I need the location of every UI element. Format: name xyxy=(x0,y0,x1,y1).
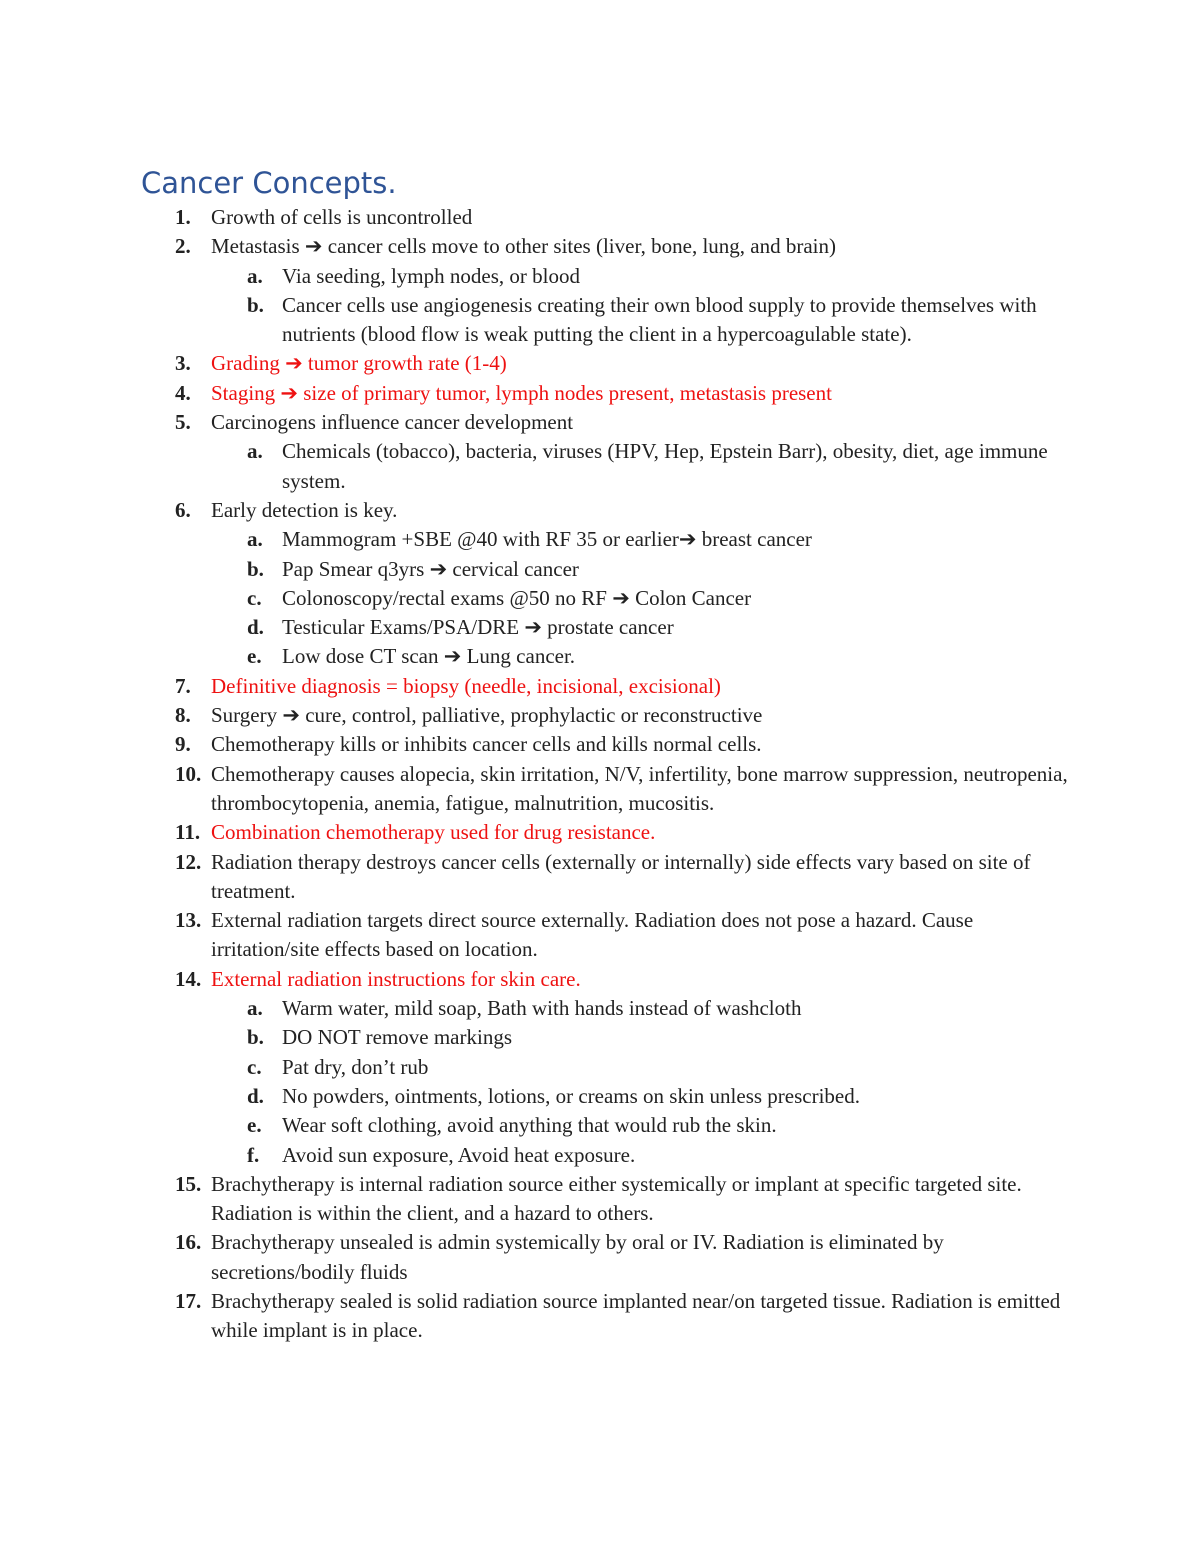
sub-item-text: Colonoscopy/rectal exams @50 no RF ➔ Colon Cancer xyxy=(282,585,752,610)
list-item xyxy=(0,232,1071,349)
sub-item-letter: f. xyxy=(247,1142,260,1167)
item-number: 9. xyxy=(175,732,191,757)
item-number: 15. xyxy=(175,1171,202,1196)
sub-item-text: Mammogram +SBE @40 with RF 35 or earlier➔ breast cancer xyxy=(282,527,812,552)
item-number: 16. xyxy=(175,1230,202,1255)
sub-item-text: DO NOT remove markings xyxy=(282,1025,512,1050)
list-item xyxy=(0,408,1071,496)
item-text: Grading ➔ tumor growth rate (1-4) xyxy=(211,351,507,376)
item-text: Combination chemotherapy used for drug resistance. xyxy=(211,820,656,845)
sub-item-text: Pat dry, don’t rub xyxy=(282,1054,429,1079)
item-text: Staging ➔ size of primary tumor, lymph nodes present, metastasis present xyxy=(211,380,832,405)
sub-list-item xyxy=(211,525,1071,554)
sub-list-item xyxy=(211,584,1071,613)
list-item-highlighted xyxy=(0,379,1071,408)
list-item xyxy=(0,760,1071,819)
item-number: 1. xyxy=(175,205,191,229)
item-text: Radiation therapy destroys cancer cells (externally or internally) side effects vary based on site of treatment. xyxy=(211,849,1031,903)
sub-item-letter: a. xyxy=(247,527,263,552)
sub-item-text: Warm water, mild soap, Bath with hands instead of washcloth xyxy=(282,996,802,1021)
sub-list-item xyxy=(211,1111,1071,1140)
item-number: 11. xyxy=(175,820,201,845)
item-number: 5. xyxy=(175,410,191,435)
item-number: 17. xyxy=(175,1288,202,1313)
document-title: Cancer Concepts. xyxy=(141,166,397,200)
sub-item-letter: b. xyxy=(247,556,264,581)
item-text: Brachytherapy sealed is solid radiation source implanted near/on targeted tissue. Radiation is emitted while implant is in place. xyxy=(211,1288,1061,1343)
item-number: 8. xyxy=(175,703,191,728)
item-text: External radiation instructions for skin care. xyxy=(211,966,581,991)
list-item xyxy=(0,1287,1071,1346)
item-text: Chemotherapy kills or inhibits cancer cells and kills normal cells. xyxy=(211,732,762,757)
sub-list-item xyxy=(211,1023,1071,1052)
sub-list xyxy=(211,437,1071,496)
item-number: 7. xyxy=(175,673,191,698)
sub-item-text: Cancer cells use angiogenesis creating their own blood supply to provide themselves with nutrients (blood flow is weak putting the client in a hypercoagulable state). xyxy=(282,292,1037,347)
sub-item-letter: d. xyxy=(247,615,264,640)
sub-item-letter: c. xyxy=(247,1054,262,1079)
sub-list-item xyxy=(211,262,1071,291)
item-number: 13. xyxy=(175,908,202,933)
item-text: Chemotherapy causes alopecia, skin irritation, N/V, infertility, bone marrow suppression, neutropenia, thrombocytopenia, anemia, fatigue, malnutrition, mucositis. xyxy=(211,761,1068,815)
sub-list-item xyxy=(211,642,1071,671)
sub-list-item xyxy=(211,1053,1071,1082)
item-text: Early detection is key. xyxy=(211,497,398,522)
sub-item-text: Avoid sun exposure, Avoid heat exposure. xyxy=(282,1142,636,1167)
sub-list xyxy=(211,525,1071,671)
sub-list-item xyxy=(211,291,1071,350)
list-item-highlighted xyxy=(0,965,1071,1170)
sub-item-letter: e. xyxy=(247,644,262,669)
item-number: 14. xyxy=(175,966,202,991)
item-text: External radiation targets direct source externally. Radiation does not pose a hazard. Cause irritation/site effects based on location. xyxy=(211,908,974,962)
sub-list-item xyxy=(211,1082,1071,1111)
item-text: Brachytherapy is internal radiation source either systemically or implant at specific targeted site. Radiation is within the client, and a hazard to others. xyxy=(211,1171,1022,1226)
item-number: 6. xyxy=(175,497,191,522)
sub-item-letter: c. xyxy=(247,585,262,610)
sub-item-letter: a. xyxy=(247,439,263,464)
sub-item-letter: a. xyxy=(247,263,263,288)
list-item xyxy=(0,730,1071,759)
item-text: Brachytherapy unsealed is admin systemically by oral or IV. Radiation is eliminated by secretions/bodily fluids xyxy=(211,1230,944,1284)
list-item-highlighted xyxy=(0,672,1071,701)
sub-item-letter: a. xyxy=(247,996,263,1021)
list-item xyxy=(0,496,1071,672)
sub-item-letter: d. xyxy=(247,1083,264,1108)
sub-list-item xyxy=(211,1141,1071,1170)
item-number: 3. xyxy=(175,351,191,376)
sub-item-text: No powders, ointments, lotions, or creams on skin unless prescribed. xyxy=(282,1083,860,1108)
list-item xyxy=(0,848,1071,907)
sub-item-text: Pap Smear q3yrs ➔ cervical cancer xyxy=(282,556,579,581)
list-item xyxy=(0,906,1071,965)
sub-item-text: Via seeding, lymph nodes, or blood xyxy=(282,263,580,288)
item-number: 4. xyxy=(175,380,191,405)
list-item-highlighted xyxy=(0,818,1071,847)
sub-list xyxy=(211,262,1071,350)
sub-item-letter: e. xyxy=(247,1113,262,1138)
sub-item-letter: b. xyxy=(247,1025,264,1050)
sub-item-text: Testicular Exams/PSA/DRE ➔ prostate cancer xyxy=(282,615,674,640)
sub-list xyxy=(211,994,1071,1170)
sub-list-item xyxy=(211,613,1071,642)
list-item xyxy=(0,701,1071,730)
sub-item-text: Chemicals (tobacco), bacteria, viruses (HPV, Hep, Epstein Barr), obesity, diet, age immune system. xyxy=(282,439,1048,493)
sub-item-text: Low dose CT scan ➔ Lung cancer. xyxy=(282,644,576,669)
item-number: 2. xyxy=(175,234,191,259)
list-item xyxy=(0,203,1071,232)
item-text: Definitive diagnosis = biopsy (needle, incisional, excisional) xyxy=(211,673,721,698)
item-number: 10. xyxy=(175,761,202,786)
item-number: 12. xyxy=(175,849,202,874)
list-item xyxy=(0,1170,1071,1229)
list-item xyxy=(0,1228,1071,1287)
list-item-highlighted xyxy=(0,349,1071,378)
sub-item-letter: b. xyxy=(247,292,264,317)
numbered-list xyxy=(0,203,1200,1346)
sub-list-item xyxy=(211,437,1071,496)
sub-list-item xyxy=(211,994,1071,1023)
item-text: Surgery ➔ cure, control, palliative, prophylactic or reconstructive xyxy=(211,703,763,728)
sub-list-item xyxy=(211,555,1071,584)
item-text: Carcinogens influence cancer development xyxy=(211,410,574,435)
item-text: Growth of cells is uncontrolled xyxy=(211,205,473,229)
item-text: Metastasis ➔ cancer cells move to other sites (liver, bone, lung, and brain) xyxy=(211,234,836,259)
sub-item-text: Wear soft clothing, avoid anything that would rub the skin. xyxy=(282,1113,777,1138)
